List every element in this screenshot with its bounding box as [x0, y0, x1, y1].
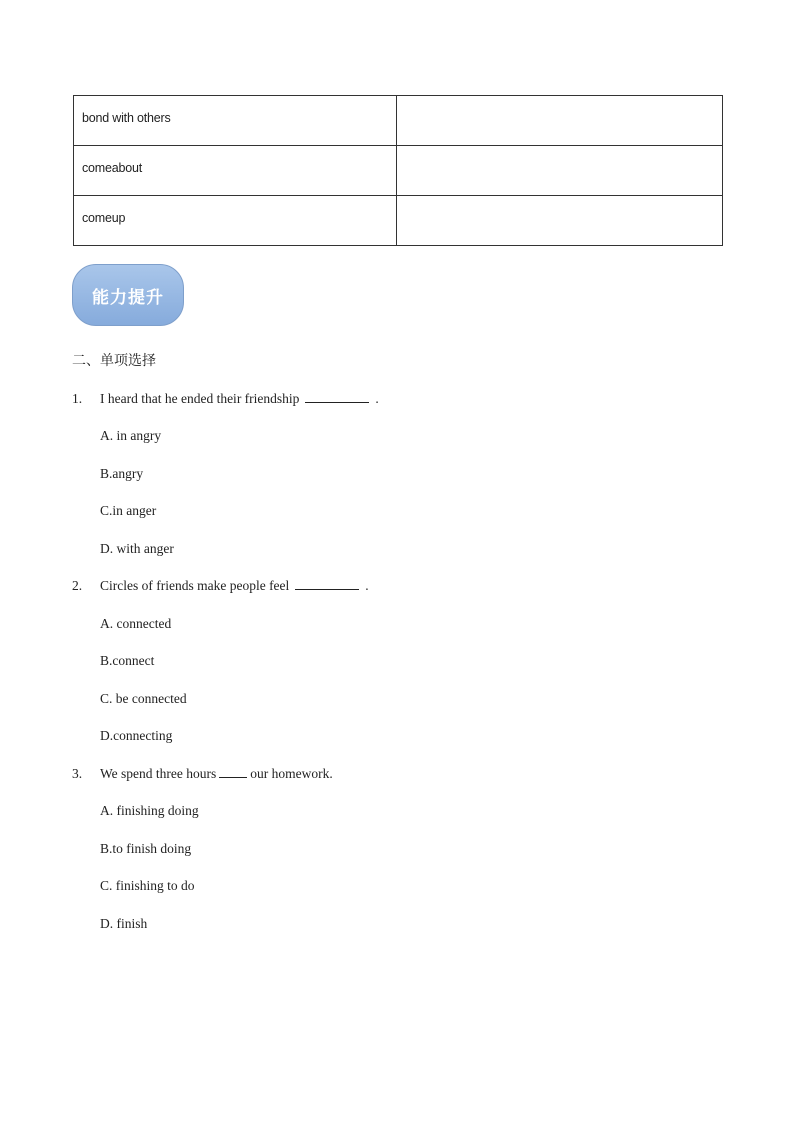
- table-row: [74, 196, 723, 246]
- answer-blank[interactable]: [305, 392, 369, 403]
- question-2: [72, 578, 369, 594]
- question-text: Circles of friends make people feel: [100, 578, 290, 593]
- question-3: [72, 766, 333, 782]
- option-d[interactable]: D. with anger: [100, 541, 174, 556]
- vocabulary-table: [73, 95, 723, 246]
- answer-blank[interactable]: [219, 767, 247, 778]
- option-a[interactable]: A. connected: [100, 616, 172, 631]
- section-badge: 能力提升: [72, 264, 184, 326]
- option-b[interactable]: B.angry: [100, 466, 144, 481]
- section-title: 二、单项选择: [72, 353, 156, 369]
- question-number: 3.: [72, 766, 83, 781]
- table-row: [74, 146, 723, 196]
- question-text-end: our homework.: [250, 766, 333, 781]
- table-answer-cell[interactable]: [397, 96, 723, 146]
- question-number: 2.: [72, 578, 83, 593]
- question-text: I heard that he ended their friendship: [100, 391, 300, 406]
- question-1: [72, 391, 379, 407]
- option-d[interactable]: D.connecting: [100, 728, 173, 743]
- answer-blank[interactable]: [295, 579, 359, 590]
- table-row: [74, 96, 723, 146]
- option-b[interactable]: B.to finish doing: [100, 841, 192, 856]
- table-answer-cell[interactable]: [397, 196, 723, 246]
- option-d[interactable]: D. finish: [100, 916, 148, 931]
- table-term-cell: comeup: [74, 196, 397, 246]
- question-text: We spend three hours: [100, 766, 217, 781]
- option-c[interactable]: C.in anger: [100, 503, 157, 518]
- question-number: 1.: [72, 391, 83, 406]
- option-c[interactable]: C. finishing to do: [100, 878, 195, 893]
- table-answer-cell[interactable]: [397, 146, 723, 196]
- question-text-end: .: [375, 391, 379, 406]
- table-term-cell: comeabout: [74, 146, 397, 196]
- question-text-end: .: [365, 578, 369, 593]
- option-b[interactable]: B.connect: [100, 653, 155, 668]
- option-c[interactable]: C. be connected: [100, 691, 187, 706]
- option-a[interactable]: A. finishing doing: [100, 803, 199, 818]
- option-a[interactable]: A. in angry: [100, 428, 162, 443]
- table-term-cell: bond with others: [74, 96, 397, 146]
